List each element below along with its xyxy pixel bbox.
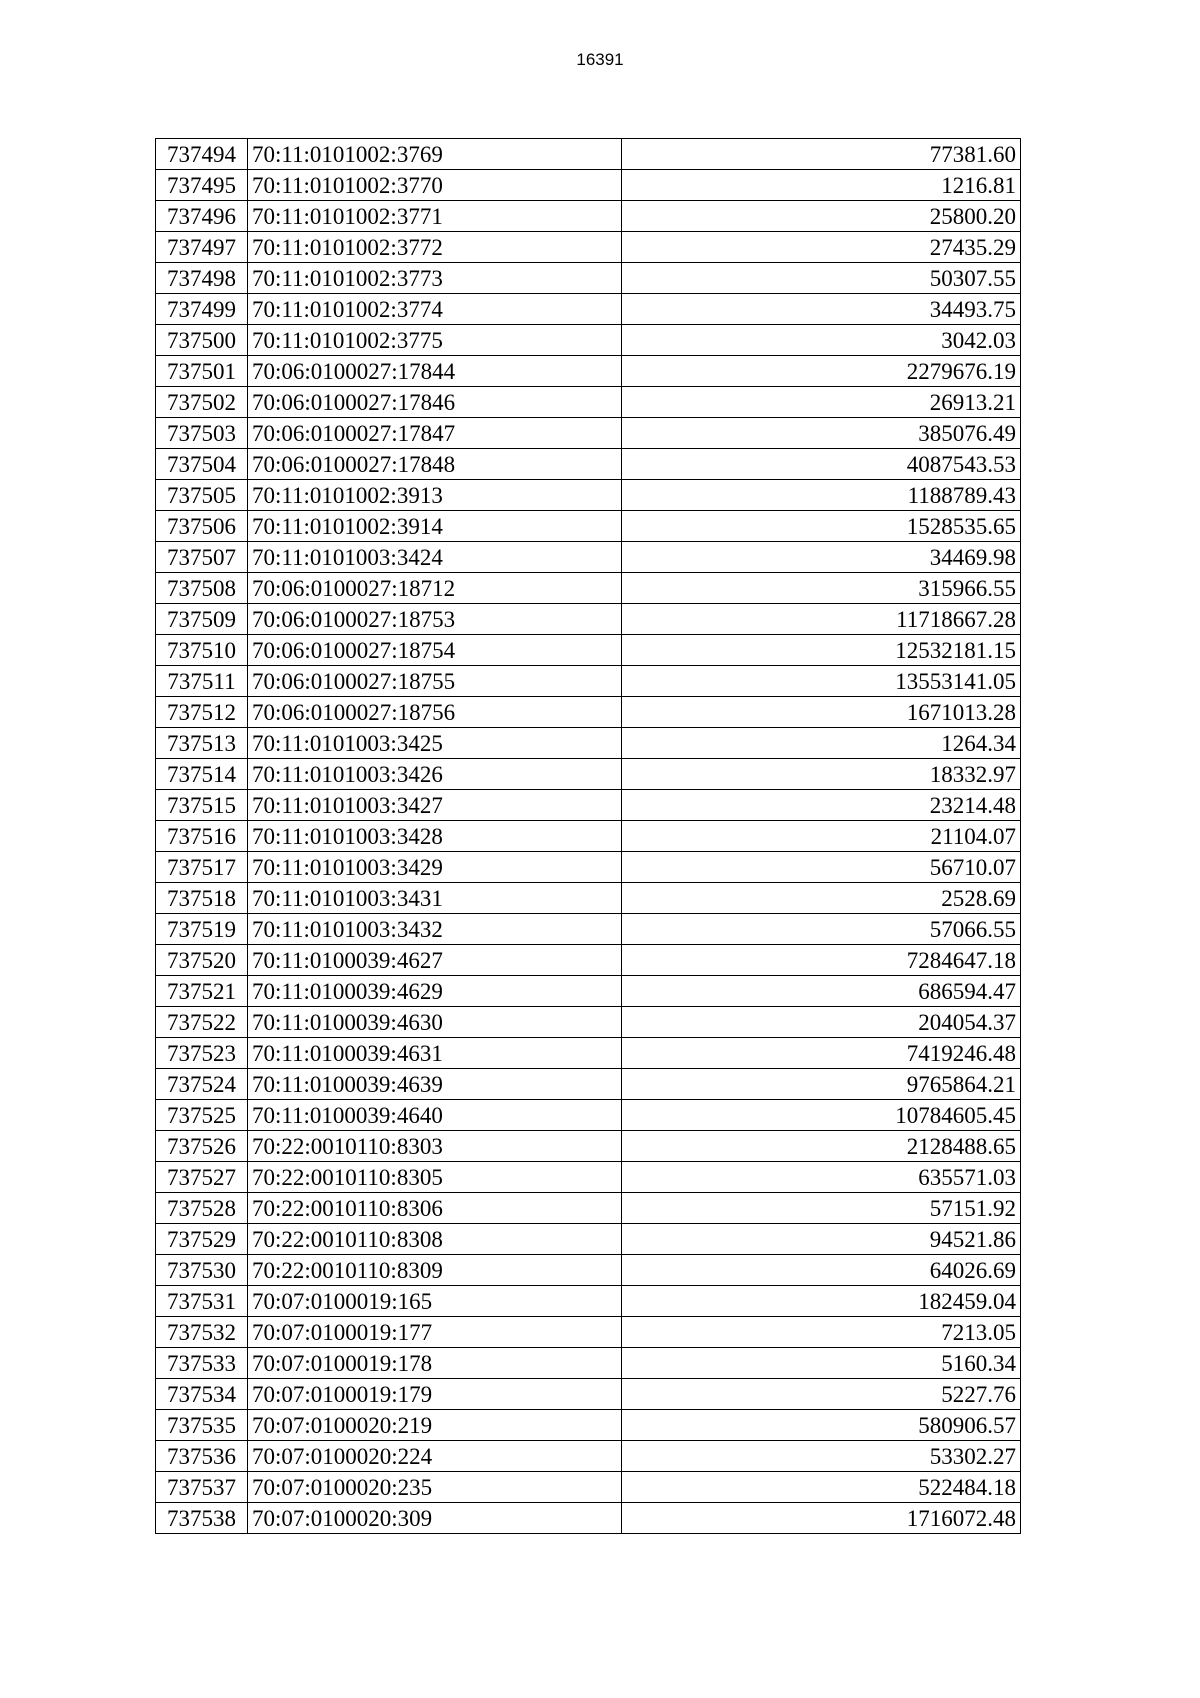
table-row	[156, 170, 1021, 201]
cadastral-value-cell: 7419246.48	[622, 1038, 1021, 1069]
row-number-cell: 737500	[156, 325, 248, 356]
cadastral-number-cell: 70:11:0101002:3769	[248, 139, 622, 170]
cadastral-number-cell: 70:22:0010110:8309	[248, 1255, 622, 1286]
row-number-cell: 737524	[156, 1069, 248, 1100]
cadastral-number-cell: 70:06:0100027:18755	[248, 666, 622, 697]
table-row	[156, 418, 1021, 449]
cadastral-number-cell: 70:06:0100027:18712	[248, 573, 622, 604]
table-row	[156, 697, 1021, 728]
cadastral-value-cell: 1716072.48	[622, 1503, 1021, 1534]
cadastral-number-cell: 70:06:0100027:18756	[248, 697, 622, 728]
row-number-cell: 737494	[156, 139, 248, 170]
cadastral-number-cell: 70:11:0101002:3774	[248, 294, 622, 325]
cadastral-value-cell: 315966.55	[622, 573, 1021, 604]
cadastral-value-cell: 26913.21	[622, 387, 1021, 418]
row-number-cell: 737533	[156, 1348, 248, 1379]
row-number-cell: 737530	[156, 1255, 248, 1286]
cadastral-number-cell: 70:11:0101003:3427	[248, 790, 622, 821]
cadastral-value-cell: 1188789.43	[622, 480, 1021, 511]
table-row	[156, 1286, 1021, 1317]
row-number-cell: 737520	[156, 945, 248, 976]
row-number-cell: 737502	[156, 387, 248, 418]
cadastral-value-cell: 7213.05	[622, 1317, 1021, 1348]
cadastral-value-cell: 2528.69	[622, 883, 1021, 914]
cadastral-value-cell: 25800.20	[622, 201, 1021, 232]
cadastral-value-cell: 23214.48	[622, 790, 1021, 821]
cadastral-number-cell: 70:06:0100027:18754	[248, 635, 622, 666]
row-number-cell: 737511	[156, 666, 248, 697]
cadastral-number-cell: 70:11:0101003:3431	[248, 883, 622, 914]
row-number-cell: 737537	[156, 1472, 248, 1503]
cadastral-number-cell: 70:22:0010110:8306	[248, 1193, 622, 1224]
cadastral-value-cell: 1671013.28	[622, 697, 1021, 728]
cadastral-value-cell: 77381.60	[622, 139, 1021, 170]
row-number-cell: 737529	[156, 1224, 248, 1255]
cadastral-number-cell: 70:11:0100039:4630	[248, 1007, 622, 1038]
cadastral-number-cell: 70:11:0100039:4627	[248, 945, 622, 976]
row-number-cell: 737504	[156, 449, 248, 480]
row-number-cell: 737523	[156, 1038, 248, 1069]
table-row	[156, 449, 1021, 480]
table-row	[156, 790, 1021, 821]
table-row	[156, 1162, 1021, 1193]
table-row	[156, 387, 1021, 418]
cadastral-number-cell: 70:11:0101003:3424	[248, 542, 622, 573]
table-row	[156, 294, 1021, 325]
cadastral-value-cell: 12532181.15	[622, 635, 1021, 666]
table-row	[156, 139, 1021, 170]
row-number-cell: 737498	[156, 263, 248, 294]
cadastral-value-cell: 53302.27	[622, 1441, 1021, 1472]
table-row	[156, 914, 1021, 945]
cadastral-value-cell: 1216.81	[622, 170, 1021, 201]
table-row	[156, 1193, 1021, 1224]
row-number-cell: 737519	[156, 914, 248, 945]
cadastral-number-cell: 70:07:0100020:219	[248, 1410, 622, 1441]
table-row	[156, 263, 1021, 294]
cadastral-number-cell: 70:11:0100039:4639	[248, 1069, 622, 1100]
cadastral-number-cell: 70:11:0101002:3913	[248, 480, 622, 511]
table-row	[156, 852, 1021, 883]
row-number-cell: 737516	[156, 821, 248, 852]
table-row	[156, 1503, 1021, 1534]
cadastral-number-cell: 70:11:0101002:3775	[248, 325, 622, 356]
table-row	[156, 1472, 1021, 1503]
row-number-cell: 737503	[156, 418, 248, 449]
cadastral-value-cell: 686594.47	[622, 976, 1021, 1007]
cadastral-value-cell: 57066.55	[622, 914, 1021, 945]
row-number-cell: 737522	[156, 1007, 248, 1038]
cadastral-value-cell: 10784605.45	[622, 1100, 1021, 1131]
cadastral-number-cell: 70:06:0100027:17846	[248, 387, 622, 418]
table-row	[156, 728, 1021, 759]
cadastral-value-cell: 94521.86	[622, 1224, 1021, 1255]
cadastral-number-cell: 70:06:0100027:18753	[248, 604, 622, 635]
table-row	[156, 1317, 1021, 1348]
cadastral-number-cell: 70:11:0101003:3426	[248, 759, 622, 790]
row-number-cell: 737528	[156, 1193, 248, 1224]
cadastral-number-cell: 70:11:0101002:3770	[248, 170, 622, 201]
cadastral-number-cell: 70:07:0100019:179	[248, 1379, 622, 1410]
row-number-cell: 737527	[156, 1162, 248, 1193]
cadastral-value-cell: 64026.69	[622, 1255, 1021, 1286]
cadastral-number-cell: 70:07:0100019:178	[248, 1348, 622, 1379]
cadastral-number-cell: 70:07:0100020:235	[248, 1472, 622, 1503]
row-number-cell: 737518	[156, 883, 248, 914]
cadastral-number-cell: 70:07:0100019:177	[248, 1317, 622, 1348]
row-number-cell: 737499	[156, 294, 248, 325]
cadastral-value-cell: 11718667.28	[622, 604, 1021, 635]
cadastral-number-cell: 70:22:0010110:8308	[248, 1224, 622, 1255]
cadastral-number-cell: 70:11:0101002:3772	[248, 232, 622, 263]
cadastral-number-cell: 70:11:0101002:3914	[248, 511, 622, 542]
cadastral-number-cell: 70:11:0101003:3425	[248, 728, 622, 759]
table-row	[156, 821, 1021, 852]
cadastral-number-cell: 70:11:0101002:3773	[248, 263, 622, 294]
table-row	[156, 976, 1021, 1007]
cadastral-value-cell: 56710.07	[622, 852, 1021, 883]
row-number-cell: 737508	[156, 573, 248, 604]
row-number-cell: 737535	[156, 1410, 248, 1441]
cadastral-value-cell: 5227.76	[622, 1379, 1021, 1410]
table-row	[156, 480, 1021, 511]
table-row	[156, 604, 1021, 635]
row-number-cell: 737501	[156, 356, 248, 387]
cadastral-value-cell: 4087543.53	[622, 449, 1021, 480]
cadastral-value-cell: 3042.03	[622, 325, 1021, 356]
table-row	[156, 573, 1021, 604]
row-number-cell: 737538	[156, 1503, 248, 1534]
table-row	[156, 356, 1021, 387]
row-number-cell: 737515	[156, 790, 248, 821]
cadastral-value-cell: 2128488.65	[622, 1131, 1021, 1162]
row-number-cell: 737496	[156, 201, 248, 232]
row-number-cell: 737512	[156, 697, 248, 728]
table-row	[156, 945, 1021, 976]
cadastral-value-cell: 2279676.19	[622, 356, 1021, 387]
cadastral-number-cell: 70:11:0101003:3432	[248, 914, 622, 945]
cadastral-number-cell: 70:22:0010110:8305	[248, 1162, 622, 1193]
row-number-cell: 737531	[156, 1286, 248, 1317]
row-number-cell: 737536	[156, 1441, 248, 1472]
row-number-cell: 737497	[156, 232, 248, 263]
cadastral-number-cell: 70:07:0100020:224	[248, 1441, 622, 1472]
cadastral-value-cell: 7284647.18	[622, 945, 1021, 976]
cadastral-value-cell: 9765864.21	[622, 1069, 1021, 1100]
cadastral-value-cell: 385076.49	[622, 418, 1021, 449]
table-row	[156, 201, 1021, 232]
cadastral-value-cell: 34469.98	[622, 542, 1021, 573]
cadastral-value-cell: 21104.07	[622, 821, 1021, 852]
row-number-cell: 737509	[156, 604, 248, 635]
table-row	[156, 1224, 1021, 1255]
cadastral-value-cell: 13553141.05	[622, 666, 1021, 697]
row-number-cell: 737525	[156, 1100, 248, 1131]
table-row	[156, 1410, 1021, 1441]
cadastral-value-cell: 635571.03	[622, 1162, 1021, 1193]
row-number-cell: 737521	[156, 976, 248, 1007]
cadastral-number-cell: 70:07:0100020:309	[248, 1503, 622, 1534]
cadastral-number-cell: 70:11:0101003:3429	[248, 852, 622, 883]
cadastral-value-cell: 18332.97	[622, 759, 1021, 790]
table-row	[156, 1348, 1021, 1379]
cadastral-number-cell: 70:07:0100019:165	[248, 1286, 622, 1317]
cadastral-value-cell: 50307.55	[622, 263, 1021, 294]
table-row	[156, 511, 1021, 542]
cadastral-value-cell: 27435.29	[622, 232, 1021, 263]
page-number: 16391	[576, 50, 624, 69]
cadastral-number-cell: 70:11:0101003:3428	[248, 821, 622, 852]
row-number-cell: 737510	[156, 635, 248, 666]
table-row	[156, 1441, 1021, 1472]
table-row	[156, 232, 1021, 263]
cadastral-value-table	[155, 138, 1021, 1534]
row-number-cell: 737506	[156, 511, 248, 542]
table-row	[156, 1069, 1021, 1100]
table-row	[156, 1131, 1021, 1162]
cadastral-number-cell: 70:06:0100027:17847	[248, 418, 622, 449]
cadastral-value-cell: 204054.37	[622, 1007, 1021, 1038]
row-number-cell: 737505	[156, 480, 248, 511]
cadastral-value-cell: 1264.34	[622, 728, 1021, 759]
cadastral-number-cell: 70:11:0100039:4640	[248, 1100, 622, 1131]
cadastral-number-cell: 70:11:0101002:3771	[248, 201, 622, 232]
table-row	[156, 883, 1021, 914]
cadastral-value-cell: 580906.57	[622, 1410, 1021, 1441]
table-row	[156, 1379, 1021, 1410]
cadastral-number-cell: 70:11:0100039:4631	[248, 1038, 622, 1069]
row-number-cell: 737507	[156, 542, 248, 573]
row-number-cell: 737534	[156, 1379, 248, 1410]
cadastral-value-cell: 522484.18	[622, 1472, 1021, 1503]
row-number-cell: 737517	[156, 852, 248, 883]
row-number-cell: 737513	[156, 728, 248, 759]
table-row	[156, 542, 1021, 573]
cadastral-number-cell: 70:22:0010110:8303	[248, 1131, 622, 1162]
table-row	[156, 325, 1021, 356]
table-row	[156, 666, 1021, 697]
cadastral-number-cell: 70:06:0100027:17848	[248, 449, 622, 480]
cadastral-number-cell: 70:06:0100027:17844	[248, 356, 622, 387]
row-number-cell: 737526	[156, 1131, 248, 1162]
cadastral-value-cell: 57151.92	[622, 1193, 1021, 1224]
cadastral-value-cell: 182459.04	[622, 1286, 1021, 1317]
cadastral-number-cell: 70:11:0100039:4629	[248, 976, 622, 1007]
row-number-cell: 737514	[156, 759, 248, 790]
table-body	[156, 139, 1021, 1534]
row-number-cell: 737532	[156, 1317, 248, 1348]
cadastral-value-cell: 34493.75	[622, 294, 1021, 325]
table-row	[156, 1038, 1021, 1069]
row-number-cell: 737495	[156, 170, 248, 201]
table-row	[156, 1255, 1021, 1286]
table-row	[156, 1007, 1021, 1038]
cadastral-value-cell: 5160.34	[622, 1348, 1021, 1379]
table-row	[156, 635, 1021, 666]
cadastral-value-cell: 1528535.65	[622, 511, 1021, 542]
table-row	[156, 759, 1021, 790]
table-row	[156, 1100, 1021, 1131]
